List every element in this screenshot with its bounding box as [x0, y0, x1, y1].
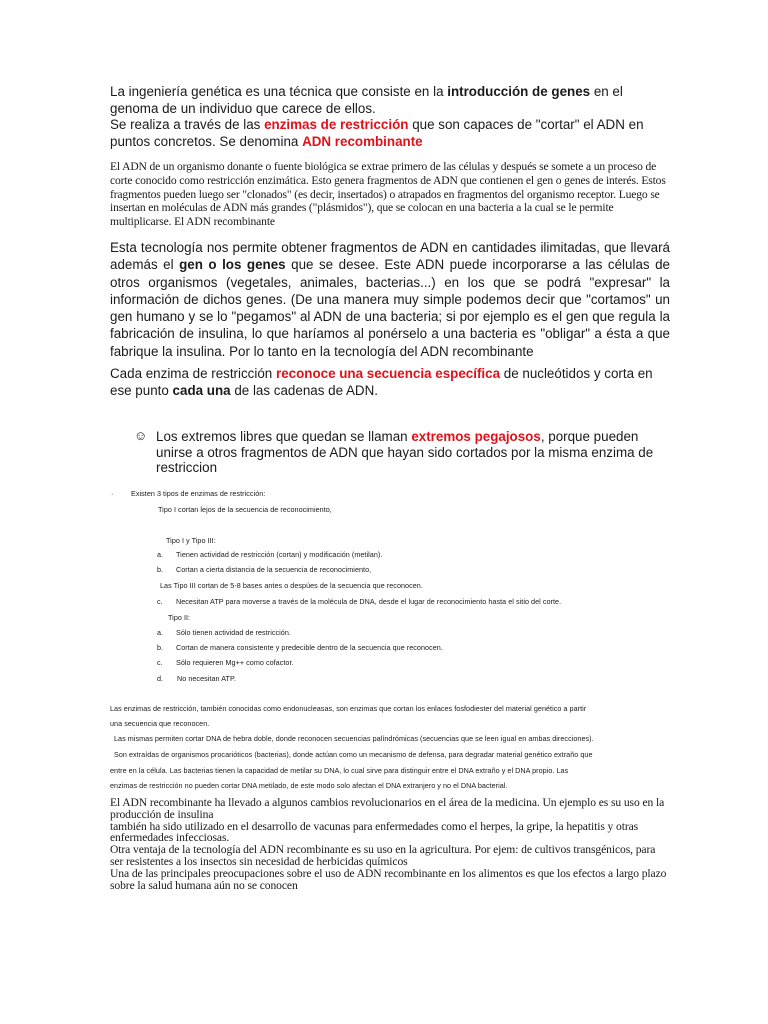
definition-line: enzimas de restricción no pueden cortar DNA metilado, de este modo solo afectan el DNA extranjero y no el DNA bacterial.: [110, 781, 508, 790]
intro-text: Se realiza a través de las: [110, 117, 265, 132]
list-bullet: ·: [111, 489, 114, 498]
technology-text: que se desee. Este ADN puede incorporarse a las células de otros organismos (vegetales, animales, bacterias...) en los que se podrá "expresar" la información de dichos genes. (De una manera muy simple podemos decir que "cortamos" un gen humano y se lo "pegamos" al ADN de una bacteria; si por ejemplo es el gen que regula la fabricación de insulina, lo que haríamos al ponérselo a una bacteria es "obligar" a ésta a que fabrique la insulina. Por lo tanto en la tecnología del ADN recombinante: [110, 257, 670, 359]
list-item: Tipo I y Tipo III:: [166, 536, 216, 545]
list-item: Cortan a cierta distancia de la secuencia de reconocimiento,: [176, 565, 372, 574]
technology-text: Esta tecnología nos permite obtener fragmentos de ADN en cantidades ilimitadas, que llevará además el: [110, 240, 670, 273]
final-line: Otra ventaja de la tecnología del ADN recombinante es su uso en la agricultura. Por ejem: de cultivos transgénicos, para ser resistentes a los insectos sin necesidad de herbicidas químicos: [110, 843, 656, 868]
sticky-text: Los extremos libres que quedan se llaman: [156, 429, 412, 444]
technology-bold-genes: gen o los genes: [179, 257, 286, 273]
list-marker: b.: [157, 565, 164, 574]
list-item: Sólo requieren Mg++ como cofactor.: [176, 658, 294, 667]
enzyme-text: de las cadenas de ADN.: [230, 383, 378, 398]
definition-line: una secuencia que reconocen.: [110, 719, 210, 728]
list-marker: c.: [157, 658, 163, 667]
list-item: Cortan de manera consistente y predecible dentro de la secuencia que reconocen.: [176, 643, 443, 652]
definition-line: Las mismas permiten cortar DNA de hebra doble, donde reconocen secuencias palíndrómicas (secuencias que se leen igual en ambas direcciones).: [114, 734, 594, 743]
list-marker: d.: [157, 674, 164, 683]
intro-bold-genes: introducción de genes: [447, 84, 591, 99]
serif-paragraph: El ADN de un organismo donante o fuente biológica se extrae primero de las células y después se somete a un proceso de corte conocido como restricción enzimática. Esto genera fragmentos de ADN que contienen el gen o genes de interés. Estos fragmentos pueden luego ser "clonados" (es decir, insertados) o atrapados en fragmentos del organismo receptor. Luego se insertan en moléculas de ADN más grandes ("plásmidos"), que se colocan en una bacteria a la cual se le permite multiplicarse. El ADN recombinante: [110, 160, 666, 229]
definition-line: Son extraídas de organismos procarióticos (bacterias), donde actúan como un mecanismo de defensa, para degradar material genético extraño que: [114, 750, 593, 759]
enzyme-paragraph: [110, 365, 670, 399]
list-marker: b.: [157, 643, 164, 652]
enzyme-text: de nucleótidos y corta en ese punto: [110, 366, 653, 398]
intro-paragraph: [110, 84, 670, 150]
list-item: Las Tipo III cortan de 5-8 bases antes o despúes de la secuencia que reconocen.: [160, 581, 423, 590]
final-line: también ha sido utilizado en el desarrollo de vacunas para enfermedades como el herpes, la gripe, la hepatitis y otras enfermedades infecciosas.: [110, 819, 639, 845]
highlight-sticky-ends: extremos pegajosos: [411, 429, 541, 444]
highlight-specific-sequence: reconoce una secuencia específica: [275, 366, 501, 381]
intro-text: en el genoma de un individuo que carece de ellos.: [110, 84, 623, 116]
list-item: No necesitan ATP.: [177, 674, 236, 683]
list-marker: a.: [157, 628, 164, 637]
smiley-icon: ☺: [134, 428, 148, 443]
final-line: Una de las principales preocupaciones sobre el uso de ADN recombinante en los alimentos es que los efectos a largo plazo sobre la salud humana aún no se conocen: [110, 866, 667, 892]
intro-text: La ingeniería genética es una técnica que consiste en la: [110, 84, 448, 99]
enzyme-text: Cada enzima de restricción: [110, 366, 276, 381]
highlight-restriction-enzymes: enzimas de restricción: [264, 117, 409, 132]
list-item: Existen 3 tipos de enzimas de restricción:: [131, 489, 266, 498]
list-marker: c.: [157, 597, 163, 606]
list-item: Tipo I cortan lejos de la secuencia de reconocimiento,: [158, 505, 332, 514]
list-item: Necesitan ATP para moverse a través de la molécula de DNA, desde el lugar de reconocimiento hasta el sitio del corte.: [176, 597, 562, 606]
technology-paragraph: [110, 239, 670, 360]
list-item: Tipo II:: [168, 613, 191, 622]
sticky-text: , porque pueden unirse a otros fragmentos de ADN que hayan sido cortados por la misma enzima de restriccion: [156, 429, 654, 476]
sticky-ends-text: [156, 429, 664, 476]
sticky-ends-paragraph: [134, 429, 664, 476]
final-line: El ADN recombinante ha llevado a algunos cambios revolucionarios en el área de la medicina. Un ejemplo es su uso en la producción de insulina: [110, 796, 665, 821]
list-item: Sólo tienen actividad de restricción.: [176, 628, 291, 637]
enzyme-bold-each: cada una: [172, 383, 231, 398]
highlight-recombinant-dna: ADN recombinante: [302, 133, 423, 149]
list-item: Tienen actividad de restricción (cortan) y modificación (metilan).: [176, 550, 383, 559]
intro-text: que son capaces de "cortar" el ADN en puntos concretos. Se denomina: [110, 117, 644, 149]
definition-line: entre en la célula. Las bacterias tienen la capacidad de metilar su DNA, lo cual sirve para distinguir entre el DNA extraño y el DNA propio. Las: [110, 766, 569, 775]
list-marker: a.: [157, 550, 164, 559]
definition-line: Las enzimas de restricción, también conocidas como endonucleasas, son enzimas que cortan los enlaces fosfodiester del material genético a partir: [110, 704, 587, 713]
final-paragraph: [110, 797, 670, 891]
